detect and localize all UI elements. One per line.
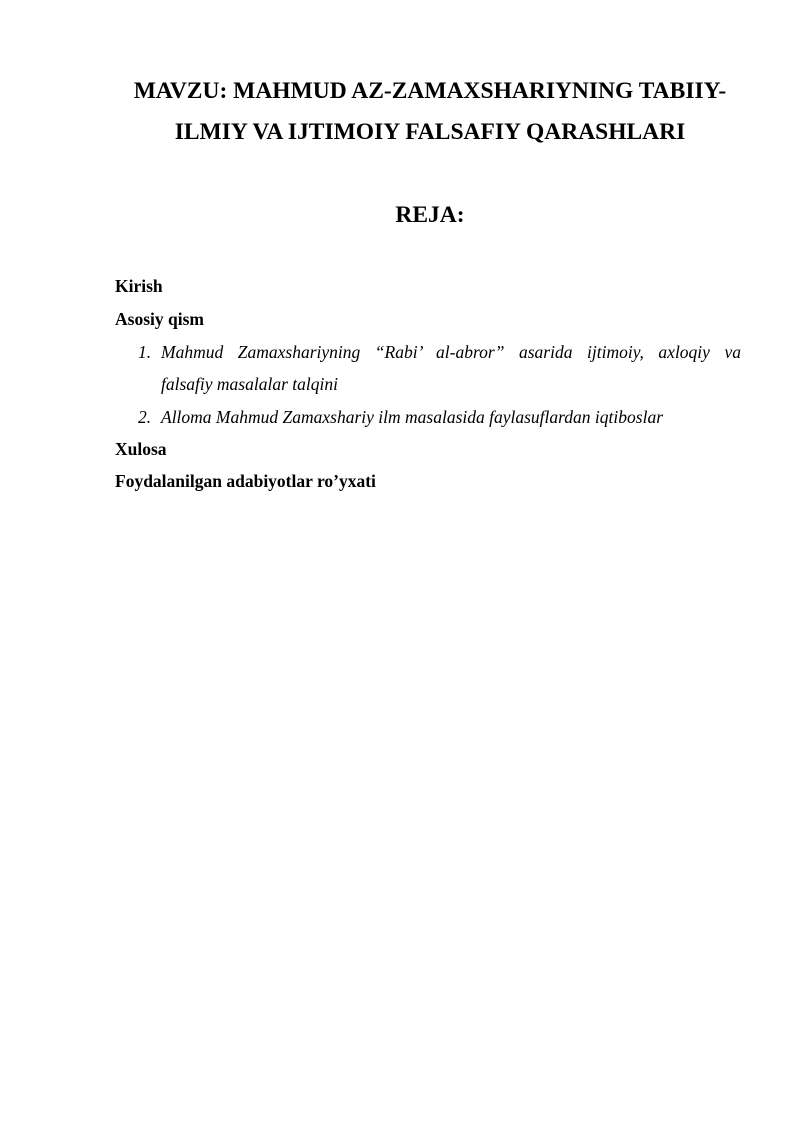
- list-item-1-text-line-2: falsafiy masalalar talqini: [161, 374, 338, 394]
- document-title-line-1: MAVZU: MAHMUD AZ-ZAMAXSHARIYNING TABIIY-: [133, 78, 727, 104]
- section-references: Foydalanilgan adabiyotlar ro’yxati: [115, 471, 376, 491]
- plan-heading: REJA:: [395, 202, 465, 228]
- list-item-1-number: 1.: [138, 342, 152, 362]
- list-item-2-text: Alloma Mahmud Zamaxshariy ilm masalasida faylasuflardan iqtiboslar: [161, 407, 664, 427]
- list-item-2-number: 2.: [138, 407, 152, 427]
- section-intro: Kirish: [115, 276, 163, 296]
- document-title-line-2: ILMIY VA IJTIMOIY FALSAFIY QARASHLARI: [174, 119, 686, 145]
- section-conclusion: Xulosa: [115, 439, 167, 459]
- list-item-1-text-line-1: Mahmud Zamaxshariyning “Rabi’ al-abror” asarida ijtimoiy, axloqiy va: [161, 342, 741, 362]
- section-main: Asosiy qism: [115, 309, 204, 329]
